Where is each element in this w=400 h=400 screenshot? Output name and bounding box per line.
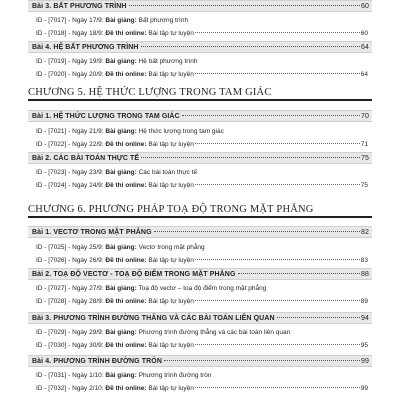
lesson-item[interactable] [36,327,368,338]
item-id: ID - [7018] - Ngày 18/9: [36,30,104,37]
item-id: ID - [7022] - Ngày 22/9: [36,141,104,148]
dot-leader [182,115,360,116]
item-id: ID - [7023] - Ngày 23/9: [36,169,104,176]
item-text [36,182,194,189]
dot-leader [195,184,360,185]
dot-leader [195,259,360,260]
item-type: Đề thi online: [105,342,147,349]
item-type: Bài giảng: [105,285,137,292]
item-type: Bài giảng: [105,244,137,251]
item-name: Hệ thức lượng trong tam giác [138,128,224,135]
lesson-entry[interactable] [28,312,372,324]
item-id: ID - [7029] - Ngày 29/9: [36,329,104,336]
dot-leader [277,317,360,318]
item-text [36,17,188,24]
page-number: 95 [360,342,368,349]
dot-leader [141,157,360,158]
page-number: 89 [360,298,368,305]
page-number: 75 [360,182,368,189]
item-type: Đề thi online: [105,71,147,78]
item-name: Bài tập tự luyện [148,30,194,37]
item-name: Bất phương trình [138,17,189,24]
item-text [36,128,224,135]
item-name: Bài tập tự luyện [148,342,194,349]
chapter-heading: CHƯƠNG 6. PHƯƠNG PHÁP TOẠ ĐỘ TRONG MẶT PHẲNG [28,202,372,218]
item-text [36,141,194,148]
dot-leader [154,231,360,232]
lesson-entry[interactable] [28,41,372,53]
page-number: 64 [361,43,369,51]
lesson-item[interactable] [36,69,368,80]
item-text [36,244,205,251]
page-number: 99 [360,385,368,392]
lesson-item[interactable] [36,56,368,67]
item-type: Bài giảng: [105,128,137,135]
dot-leader [195,32,360,33]
item-id: ID - [7026] - Ngày 26/9: [36,257,104,264]
dot-leader [195,300,360,301]
lesson-item[interactable] [36,340,368,351]
item-text [36,58,197,65]
lesson-item[interactable] [36,167,368,178]
lesson-entry[interactable] [28,226,372,238]
lesson-item[interactable] [36,255,368,266]
page-number: 88 [361,270,369,278]
dot-leader [195,143,360,144]
item-text [36,385,194,392]
lesson-item[interactable] [36,283,368,294]
item-id: ID - [7019] - Ngày 19/9: [36,58,104,65]
page-number: 82 [361,228,369,236]
lesson-title: Bài 2. CÁC BÀI TOÁN THỰC TẾ [32,154,140,162]
lesson-title: Bài 1. HỆ THỨC LƯỢNG TRONG TAM GIÁC [32,112,180,120]
lesson-title: Bài 2. TOẠ ĐỘ VECTƠ - TOẠ ĐỘ ĐIỂM TRONG MẶT PHẲNG [32,270,236,278]
page-number: 71 [360,141,368,148]
lesson-item[interactable] [36,180,368,191]
item-type: Đề thi online: [105,182,147,189]
item-name: Phương trình đường thẳng và các bài toán liên quan [138,329,291,336]
item-name: Bài tập tự luyện [148,298,194,305]
item-text [36,257,194,264]
item-type: Đề thi online: [105,141,147,148]
item-text [36,71,194,78]
item-text [36,372,212,379]
page-number: 60 [360,30,368,37]
dot-leader [164,360,360,361]
item-id: ID - [7027] - Ngày 27/9: [36,285,104,292]
item-text [36,285,266,292]
item-name: Bài tập tự luyện [148,141,194,148]
item-name: Bài tập tự luyện [148,385,194,392]
item-name: Các bài toán thực tế [138,169,198,176]
lesson-item[interactable] [36,15,368,26]
chapter-heading: CHƯƠNG 5. HỆ THỨC LƯỢNG TRONG TAM GIÁC [28,85,372,101]
page-number: 83 [360,257,368,264]
lesson-title: Bài 1. VECTƠ TRONG MẶT PHẲNG [32,228,152,236]
page-number: 99 [361,357,369,365]
item-name: Vectơ trong mặt phẳng [138,244,205,251]
dot-leader [195,344,360,345]
item-type: Bài giảng: [105,372,137,379]
item-type: Đề thi online: [105,30,147,37]
item-name: Bài tập tự luyện [148,71,194,78]
lesson-item[interactable] [36,139,368,150]
lesson-title: Bài 4. PHƯƠNG TRÌNH ĐƯỜNG TRÒN [32,357,163,365]
dot-leader [238,273,360,274]
page-number: 70 [361,112,369,120]
lesson-entry[interactable] [28,110,372,122]
lesson-item[interactable] [36,126,368,137]
dot-leader [141,46,360,47]
item-name: Hệ bất phương trình [138,58,198,65]
item-id: ID - [7032] - Ngày 2/10: [36,385,104,392]
lesson-item[interactable] [36,370,368,381]
item-id: ID - [7030] - Ngày 30/9: [36,342,104,349]
page-number: 64 [360,71,368,78]
item-type: Bài giảng: [105,58,137,65]
item-type: Bài giảng: [105,17,137,24]
lesson-item[interactable] [36,296,368,307]
item-id: ID - [7021] - Ngày 21/9: [36,128,104,135]
lesson-entry[interactable] [28,0,372,12]
item-id: ID - [7024] - Ngày 24/9: [36,182,104,189]
page-number: 60 [361,2,369,10]
lesson-entry[interactable] [28,355,372,367]
dot-leader [195,73,360,74]
item-type: Đề thi online: [105,298,147,305]
item-id: ID - [7017] - Ngày 17/9: [36,17,104,24]
page-number: 75 [361,154,369,162]
item-name: Toạ độ vectơ – toạ độ điểm trong mặt phẳng [138,285,267,292]
item-type: Đề thi online: [105,257,147,264]
item-text [36,169,197,176]
item-text [36,298,194,305]
lesson-entry[interactable] [28,152,372,164]
lesson-title: Bài 3. BẤT PHƯƠNG TRÌNH [32,2,127,10]
item-id: ID - [7031] - Ngày 1/10: [36,372,104,379]
item-text [36,30,194,37]
lesson-title: Bài 3. PHƯƠNG TRÌNH ĐƯỜNG THẲNG VÀ CÁC BÀI TOÁN LIÊN QUAN [32,314,275,322]
item-text [36,329,290,336]
lesson-title: Bài 4. HỆ BẤT PHƯƠNG TRÌNH [32,43,139,51]
lesson-entry[interactable] [28,268,372,280]
item-type: Bài giảng: [105,329,137,336]
item-name: Bài tập tự luyện [148,182,194,189]
dot-leader [195,387,360,388]
lesson-item[interactable] [36,383,368,394]
dot-leader [129,5,360,6]
item-id: ID - [7028] - Ngày 28/9: [36,298,104,305]
item-text [36,342,194,349]
item-id: ID - [7020] - Ngày 20/9: [36,71,104,78]
item-type: Đề thi online: [105,385,147,392]
item-id: ID - [7025] - Ngày 25/9: [36,244,104,251]
item-name: Bài tập tự luyện [148,257,194,264]
item-name: Phương trình đường tròn [138,372,212,379]
lesson-item[interactable] [36,28,368,39]
lesson-item[interactable] [36,242,368,253]
item-type: Bài giảng: [105,169,137,176]
page-number: 94 [361,314,369,322]
